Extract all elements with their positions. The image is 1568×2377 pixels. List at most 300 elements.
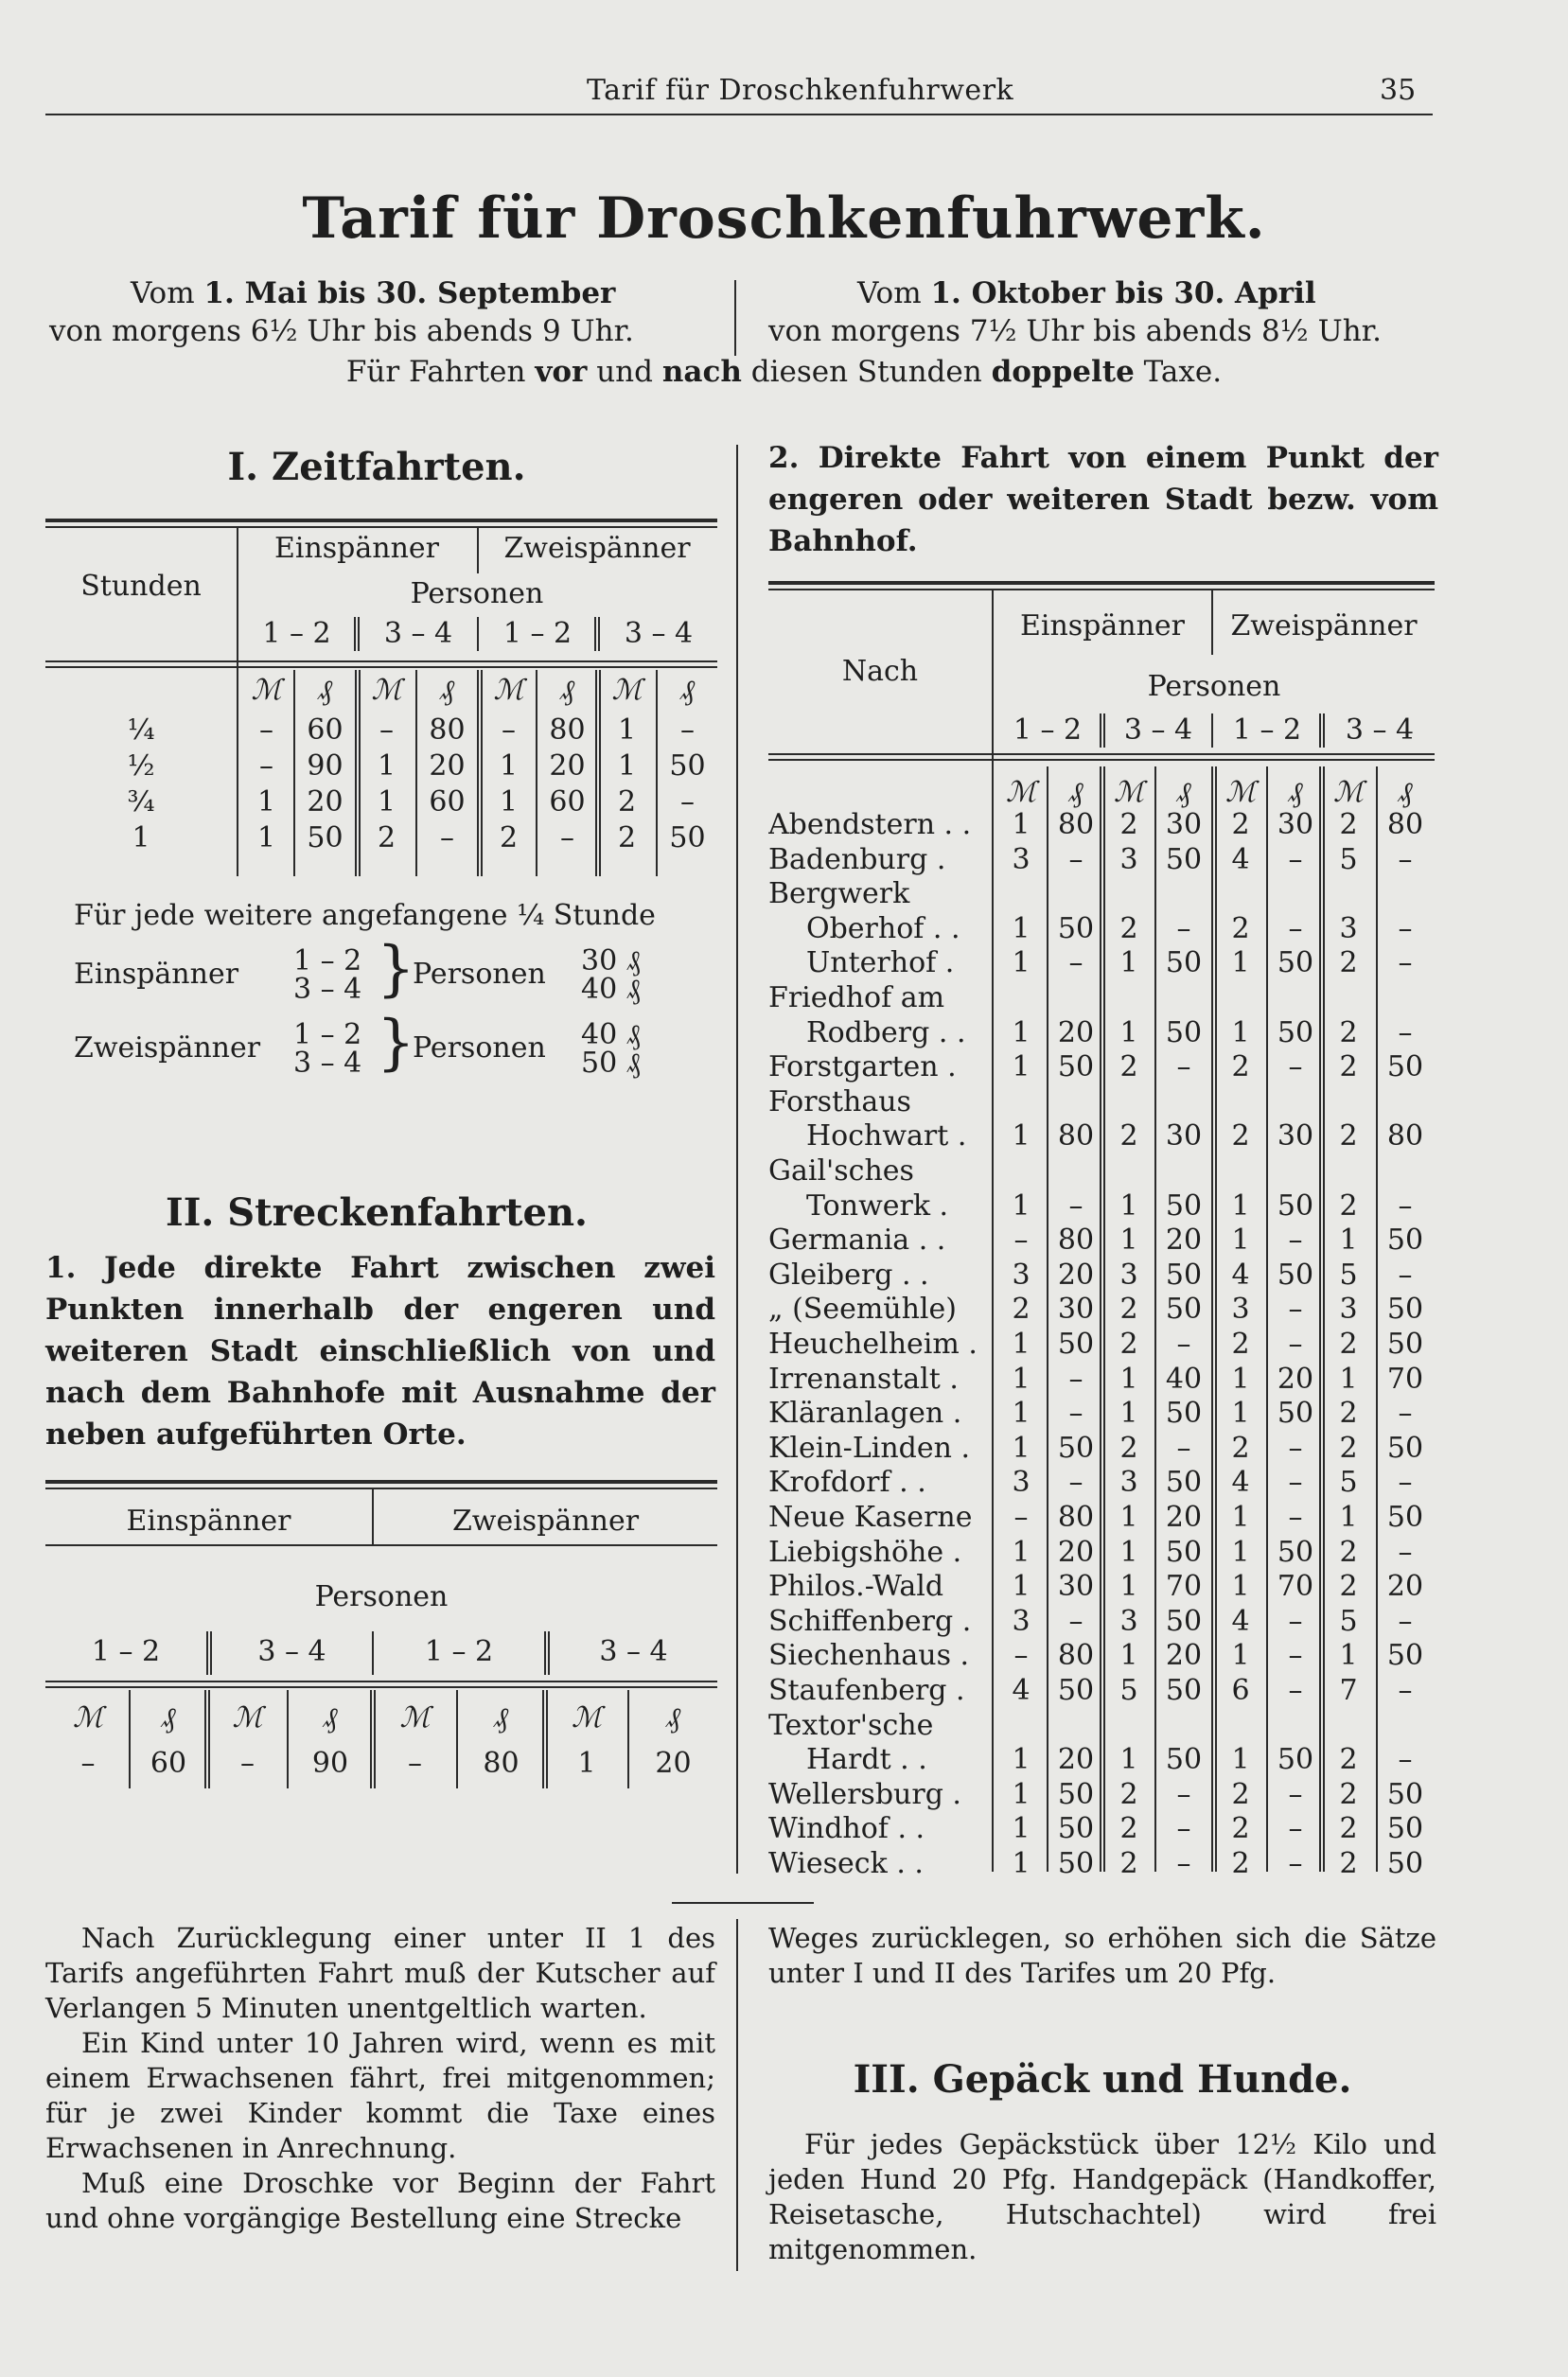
tariff-cell: – — [1176, 1847, 1191, 1880]
strecke-group: 3 – 4 — [257, 1635, 326, 1668]
children-paragraph: Ein Kind unter 10 Jahren wird, wenn es mit einem Erwachsenen fährt, frei mitgenommen; für je zwei Kinder kommt die Taxe eines Erwachsenen in Anrechnung. — [45, 2027, 715, 2164]
tariff-cell: 2 — [1339, 1188, 1358, 1223]
zeit-group: 3 – 4 — [383, 617, 453, 650]
tariff-cell: – — [1398, 1397, 1413, 1431]
unit-label: ₰ — [1068, 776, 1084, 809]
grid-line — [456, 1690, 458, 1788]
tariff-cell: 50 — [1386, 1293, 1424, 1327]
bottom-left-text — [45, 1921, 715, 2236]
grid-line — [287, 1690, 289, 1788]
tariff-cell: 2 — [499, 821, 519, 854]
tariff-cell: 1 — [1231, 1015, 1250, 1049]
destination-name: Staufenberg . — [768, 1674, 965, 1707]
tariff-cell: – — [1288, 1431, 1303, 1465]
tariff-cell: 30 — [1277, 808, 1314, 841]
tariff-cell: 2 — [1339, 1328, 1358, 1361]
tariff-cell: – — [1068, 946, 1084, 980]
tariff-cell: 50 — [1277, 1188, 1314, 1223]
tariff-cell: 1 — [1231, 1501, 1250, 1534]
tariff-cell: 2 — [1339, 808, 1358, 841]
unit-label: ℳ — [571, 1701, 603, 1734]
tariff-cell: 2 — [1339, 1397, 1358, 1431]
tariff-cell: 1 — [256, 821, 276, 854]
tariff-cell: 1 — [1012, 911, 1031, 945]
tariff-cell: 4 — [1012, 1674, 1031, 1707]
tariff-cell: 1 — [1012, 946, 1031, 980]
tariff-cell: 3 — [1339, 911, 1358, 945]
tariff-cell: 50 — [1277, 1743, 1314, 1777]
tariff-cell: 5 — [1339, 1466, 1358, 1500]
tariff-cell: 90 — [307, 749, 344, 783]
unbooked-paragraph: Muß eine Droschke vor Beginn der Fahrt und ohne vorgängige Bestellung eine Strecke — [45, 2167, 715, 2234]
bottom-right-text — [768, 1921, 1436, 1991]
extra-time-block — [45, 899, 717, 1107]
tariff-cell: 4 — [1231, 1466, 1250, 1500]
tariff-cell: 30 — [1057, 1570, 1095, 1604]
tariff-cell: 1 — [1012, 1743, 1031, 1777]
tariff-cell: 1 — [1339, 1501, 1358, 1534]
running-header — [0, 74, 1568, 112]
unit-label: ₰ — [494, 1701, 508, 1734]
tariff-cell: 80 — [1057, 1119, 1095, 1153]
zeit-group: 1 – 2 — [502, 617, 573, 650]
tariff-cell: 50 — [1165, 1293, 1203, 1327]
tariff-cell: 1 — [1119, 1639, 1138, 1673]
tariff-cell: – — [1068, 1466, 1084, 1500]
bottom-divider — [672, 1902, 814, 1904]
unit-label: ℳ — [72, 1701, 104, 1734]
duration-label: ¾ — [127, 785, 155, 819]
tariff-cell: – — [680, 713, 695, 747]
tariff-cell: 1 — [1012, 1119, 1031, 1153]
tariff-cell: 4 — [1231, 1604, 1250, 1638]
dest-group: 3 – 4 — [1123, 713, 1193, 747]
tariff-cell: 2 — [1119, 1777, 1138, 1811]
waiting-paragraph: Nach Zurücklegung einer unter II 1 des Tarifs angeführten Fahrt muß der Kutscher auf Verlangen 5 Minuten unentgeltlich warten. — [45, 1922, 715, 2024]
tariff-cell: – — [1013, 1224, 1029, 1258]
tariff-cell: 3 — [1119, 1604, 1138, 1638]
tariff-cell: 2 — [1339, 1015, 1358, 1049]
destination-name: Hochwart . — [806, 1119, 967, 1153]
extra-rate-2: 40 ₰ — [581, 973, 641, 1006]
duration-label: 1 — [132, 821, 150, 854]
destination-name: Irrenanstalt . — [768, 1362, 959, 1396]
tariff-cell: – — [1288, 1050, 1303, 1084]
tariff-cell: 3 — [1119, 1466, 1138, 1500]
tariff-cell: 50 — [1165, 1466, 1203, 1500]
tariff-cell: 1 — [1119, 1015, 1138, 1049]
duration-label: ½ — [127, 749, 155, 783]
unit-label: ℳ — [399, 1701, 431, 1734]
tariff-cell: 60 — [307, 713, 344, 747]
tariff-cell: 50 — [1057, 1847, 1095, 1880]
tariff-cell: 20 — [1165, 1501, 1203, 1534]
unit-label: ₰ — [680, 674, 695, 707]
unit-label: ₰ — [323, 1701, 338, 1734]
season-divider — [734, 280, 736, 356]
tariff-cell: – — [1068, 1604, 1084, 1638]
tariff-cell: 3 — [1231, 1293, 1250, 1327]
tariff-cell: – — [1176, 1328, 1191, 1361]
tariff-cell: – — [1398, 1466, 1413, 1500]
tariff-cell: 50 — [1165, 1015, 1203, 1049]
tariff-cell: 3 — [1012, 842, 1031, 876]
unit-label: ₰ — [440, 674, 454, 707]
tariff-cell: – — [1398, 1743, 1413, 1777]
tariff-cell: 1 — [1119, 1570, 1138, 1604]
tariff-cell: 1 — [377, 785, 396, 819]
tariff-cell: 2 — [1119, 1328, 1138, 1361]
destination-name: Neue Kaserne — [768, 1501, 973, 1534]
tariff-cell: 2 — [1119, 911, 1138, 945]
tariff-cell: 1 — [1119, 1535, 1138, 1569]
tariff-cell: – — [1068, 842, 1084, 876]
tariff-cell: 50 — [1277, 1015, 1314, 1049]
tariff-cell: 2 — [1339, 1431, 1358, 1465]
tariff-cell: – — [1288, 1604, 1303, 1638]
tariff-cell: 80 — [1386, 1119, 1424, 1153]
surcharge-paragraph: Weges zurücklegen, so erhöhen sich die Sätze unter I und II des Tarifes um 20 Pfg. — [768, 1922, 1436, 1989]
tariff-cell: 50 — [1057, 1328, 1095, 1361]
unit-label: ℳ — [493, 674, 524, 707]
tariff-cell: 80 — [429, 713, 466, 747]
column-divider — [736, 445, 738, 1874]
extra-personen: Personen — [413, 1031, 546, 1065]
tariff-cell: 1 — [1231, 1639, 1250, 1673]
tariff-cell: 1 — [377, 749, 396, 783]
tariff-cell: – — [1068, 1188, 1084, 1223]
tariff-cell: 2 — [1231, 1050, 1250, 1084]
destination-name: Gail'sches — [768, 1154, 914, 1188]
unit-label: ℳ — [611, 674, 643, 707]
tariff-cell: 1 — [1119, 1224, 1138, 1258]
tariff-cell: 2 — [1119, 1293, 1138, 1327]
tariff-cell: 1 — [1012, 1847, 1031, 1880]
tariff-cell: 2 — [1231, 1328, 1250, 1361]
zeit-table — [45, 519, 717, 878]
grid-line — [370, 1690, 376, 1788]
tariff-cell: 3 — [1012, 1466, 1031, 1500]
destination-name: Wieseck . . — [768, 1847, 924, 1880]
zeit-col-zweispaenner: Zweispänner — [503, 532, 691, 565]
tariff-cell: 70 — [1386, 1362, 1424, 1396]
destination-name: Krofdorf . . — [768, 1466, 926, 1500]
destination-name: Textor'sche — [768, 1708, 934, 1742]
tariff-cell: 2 — [1231, 1119, 1250, 1153]
tariff-cell: 60 — [429, 785, 466, 819]
destination-name: Klein-Linden . — [768, 1431, 971, 1465]
destination-name: Wellersburg . — [768, 1777, 961, 1811]
strecke-col-zweispaenner: Zweispänner — [451, 1505, 640, 1538]
section-1-heading: I. Zeitfahrten. — [227, 445, 526, 489]
tariff-cell: 1 — [1231, 1743, 1250, 1777]
tariff-cell: 1 — [1231, 1535, 1250, 1569]
section-2-sub-1: 1. Jede direkte Fahrt zwischen zwei Punkten innerhalb der engeren und weiteren Stadt einschließlich von und nach dem Bahnhofe mit Ausnahme der neben aufgeführten Orte. — [45, 1251, 715, 1452]
destination-name: Siechenhaus . — [768, 1639, 970, 1673]
tariff-cell: 2 — [1119, 1119, 1138, 1153]
tariff-cell: – — [680, 785, 695, 819]
tariff-cell: 1 — [1119, 1501, 1138, 1534]
destination-name: Friedhof am — [768, 981, 945, 1014]
tariff-cell: 2 — [1339, 1119, 1358, 1153]
tariff-cell: 2 — [1339, 1743, 1358, 1777]
tariff-cell: 30 — [1277, 1119, 1314, 1153]
unit-label: ℳ — [1113, 776, 1145, 809]
tariff-cell: 1 — [1231, 1188, 1250, 1223]
zeit-col-einspaenner: Einspänner — [273, 532, 440, 565]
tariff-cell: 50 — [1057, 1674, 1095, 1707]
tariff-cell: 1 — [1231, 946, 1250, 980]
tariff-cell: 50 — [1057, 1777, 1095, 1811]
destination-name: Liebigshöhe . — [768, 1535, 962, 1569]
tariff-cell: 4 — [1231, 1258, 1250, 1292]
tariff-cell: 2 — [1231, 911, 1250, 945]
tariff-cell: 2 — [1231, 808, 1250, 841]
tariff-cell: 1 — [1012, 1535, 1031, 1569]
tariff-cell: 30 — [1165, 808, 1203, 841]
tariff-cell: 5 — [1339, 1604, 1358, 1638]
tariff-cell: 50 — [1386, 1847, 1424, 1880]
duration-label: ¼ — [127, 713, 155, 747]
tariff-cell: 1 — [1012, 1362, 1031, 1396]
dest-col-einspaenner: Einspänner — [1019, 609, 1186, 643]
tariff-cell: 1 — [1119, 1188, 1138, 1223]
tariff-cell: 1 — [577, 1747, 596, 1780]
season-winter-hours: von morgens 7½ Uhr bis abends 8½ Uhr. — [768, 314, 1382, 348]
tariff-cell: 1 — [1339, 1224, 1358, 1258]
tariff-cell: – — [1398, 1535, 1413, 1569]
tariff-cell: 1 — [1119, 1362, 1138, 1396]
tariff-cell: – — [1398, 946, 1413, 980]
tariff-cell: – — [1068, 1397, 1084, 1431]
tariff-cell: 70 — [1277, 1570, 1314, 1604]
destination-table — [768, 581, 1435, 1880]
tariff-cell: 50 — [307, 821, 344, 854]
tariff-cell: – — [1288, 1466, 1303, 1500]
tariff-cell: – — [1288, 1639, 1303, 1673]
tariff-cell: – — [502, 713, 516, 747]
season-summer: Vom 1. Mai bis 30. September — [131, 276, 616, 310]
unit-label: ℳ — [232, 1701, 263, 1734]
tariff-cell: 1 — [617, 713, 637, 747]
tariff-cell: 50 — [1386, 1224, 1424, 1258]
tariff-cell: 80 — [1057, 808, 1095, 841]
tariff-cell: 50 — [1165, 1535, 1203, 1569]
tariff-cell: 1 — [1231, 1570, 1250, 1604]
tariff-cell: 50 — [1165, 946, 1203, 980]
tariff-cell: 2 — [617, 785, 637, 819]
tariff-cell: 3 — [1012, 1604, 1031, 1638]
brace-icon: } — [377, 1008, 415, 1078]
tariff-cell: 80 — [1057, 1639, 1095, 1673]
tariff-cell: 1 — [1012, 1397, 1031, 1431]
tariff-cell: 20 — [655, 1747, 692, 1780]
destination-name: Unterhof . — [806, 946, 955, 980]
tariff-cell: 1 — [1119, 946, 1138, 980]
tariff-cell: – — [1288, 1501, 1303, 1534]
tariff-cell: 50 — [1386, 1501, 1424, 1534]
tariff-cell: 1 — [1012, 1328, 1031, 1361]
tariff-cell: – — [1176, 911, 1191, 945]
tariff-cell: 20 — [1386, 1570, 1424, 1604]
section-2-sub-2: 2. Direkte Fahrt von einem Punkt der engeren oder weiteren Stadt bezw. vom Bahnhof. — [768, 441, 1438, 558]
dest-col-zweispaenner: Zweispänner — [1230, 609, 1418, 643]
tariff-cell: 2 — [1012, 1293, 1031, 1327]
tariff-cell: 1 — [1231, 1224, 1250, 1258]
tariff-cell: 1 — [1012, 1777, 1031, 1811]
strecke-col-personen: Personen — [314, 1580, 449, 1613]
tariff-cell: 70 — [1165, 1570, 1203, 1604]
tariff-cell: 1 — [1012, 1050, 1031, 1084]
luggage-paragraph: Für jedes Gepäckstück über 12½ Kilo und jeden Hund 20 Pfg. Handgepäck (Handkoffer, Reisetasche, Hutschachtel) wird frei mitgenommen. — [768, 2128, 1436, 2265]
tariff-cell: 30 — [1165, 1119, 1203, 1153]
page-title: Tarif für Droschkenfuhrwerk. — [302, 185, 1266, 252]
dest-col-nach: Nach — [841, 655, 919, 688]
tariff-cell: – — [1288, 1224, 1303, 1258]
tariff-cell: 1 — [1012, 1570, 1031, 1604]
extra-rate-1: 30 ₰ — [581, 944, 641, 977]
extra-persons-2: 3 – 4 — [293, 973, 362, 1006]
tariff-cell: 1 — [1012, 808, 1031, 841]
tariff-cell: 50 — [1165, 1743, 1203, 1777]
brace-icon: } — [377, 934, 415, 1004]
strecke-table — [45, 1480, 717, 1792]
tariff-cell: 50 — [1386, 1777, 1424, 1811]
tariff-cell: 2 — [1339, 1812, 1358, 1846]
tariff-cell: 50 — [1386, 1639, 1424, 1673]
tariff-cell: 90 — [311, 1747, 349, 1780]
tariff-cell: 2 — [1339, 1847, 1358, 1880]
destination-name: Bergwerk — [768, 877, 910, 911]
tariff-cell: – — [1176, 1050, 1191, 1084]
tariff-cell: – — [379, 713, 394, 747]
tariff-cell: – — [1176, 1431, 1191, 1465]
zeit-group: 3 – 4 — [624, 617, 694, 650]
tariff-cell: – — [1398, 842, 1413, 876]
tariff-cell: – — [1288, 842, 1303, 876]
tariff-cell: – — [560, 821, 574, 854]
tariff-cell: 80 — [549, 713, 586, 747]
unit-label: ℳ — [1005, 776, 1037, 809]
tariff-cell: – — [1288, 1777, 1303, 1811]
tariff-cell: – — [1398, 1258, 1413, 1292]
tariff-cell: – — [1398, 911, 1413, 945]
tariff-cell: 2 — [1231, 1431, 1250, 1465]
extra-rate-2: 50 ₰ — [581, 1047, 641, 1080]
tariff-cell: – — [1398, 1674, 1413, 1707]
tariff-cell: 50 — [1277, 1397, 1314, 1431]
tariff-cell: 50 — [1165, 1604, 1203, 1638]
tariff-cell: – — [440, 821, 454, 854]
dest-group: 3 – 4 — [1345, 713, 1415, 747]
tariff-cell: 60 — [549, 785, 586, 819]
tariff-cell: 80 — [1057, 1224, 1095, 1258]
tariff-cell: – — [1288, 1812, 1303, 1846]
tariff-cell: 6 — [1231, 1674, 1250, 1707]
night-rate-note: Für Fahrten vor und nach diesen Stunden doppelte Taxe. — [345, 355, 1223, 389]
tariff-cell: 1 — [1339, 1639, 1358, 1673]
extra-persons-1: 1 – 2 — [293, 944, 362, 977]
tariff-cell: 20 — [1057, 1015, 1095, 1049]
tariff-cell: 60 — [150, 1747, 187, 1780]
tariff-cell: – — [1398, 1604, 1413, 1638]
tariff-cell: 50 — [1165, 1258, 1203, 1292]
tariff-cell: – — [1013, 1639, 1029, 1673]
tariff-cell: 3 — [1119, 842, 1138, 876]
tariff-cell: 4 — [1231, 842, 1250, 876]
tariff-cell: 3 — [1012, 1258, 1031, 1292]
tariff-cell: 2 — [617, 821, 637, 854]
tariff-cell: 2 — [1339, 1570, 1358, 1604]
extra-label: Zweispänner — [74, 1031, 261, 1065]
zeit-group: 1 – 2 — [262, 617, 331, 650]
tariff-cell: – — [259, 749, 273, 783]
tariff-cell: 2 — [1231, 1812, 1250, 1846]
extra-label: Einspänner — [74, 958, 239, 991]
destination-name: Rodberg . . — [806, 1015, 966, 1049]
tariff-cell: 5 — [1339, 1258, 1358, 1292]
tariff-cell: – — [259, 713, 273, 747]
tariff-cell: 20 — [307, 785, 344, 819]
tariff-cell: – — [1288, 1674, 1303, 1707]
bottom-column-divider — [736, 1919, 738, 2271]
tariff-cell: 20 — [1165, 1639, 1203, 1673]
unit-label: ℳ — [371, 674, 402, 707]
tariff-cell: 1 — [1012, 1188, 1031, 1223]
tariff-cell: – — [1068, 1362, 1084, 1396]
tariff-cell: 7 — [1339, 1674, 1358, 1707]
zeit-col-personen: Personen — [410, 577, 544, 610]
tariff-cell: – — [1288, 1847, 1303, 1880]
dest-group: 1 – 2 — [1013, 713, 1083, 747]
tariff-cell: – — [1288, 1293, 1303, 1327]
tariff-cell: 20 — [1165, 1224, 1203, 1258]
tariff-cell: 1 — [256, 785, 276, 819]
tariff-cell: 2 — [1231, 1777, 1250, 1811]
strecke-group: 1 – 2 — [424, 1635, 494, 1668]
tariff-cell: 20 — [1057, 1743, 1095, 1777]
unit-label: ℳ — [251, 674, 282, 707]
unit-label: ₰ — [1288, 776, 1303, 809]
tariff-cell: 1 — [1012, 1431, 1031, 1465]
destination-name: Tonwerk . — [806, 1188, 949, 1223]
tariff-cell: 30 — [1057, 1293, 1095, 1327]
section-3-heading: III. Gepäck und Hunde. — [853, 2057, 1352, 2102]
tariff-cell: 2 — [1339, 1777, 1358, 1811]
dest-group: 1 – 2 — [1232, 713, 1302, 747]
extra-rate-1: 40 ₰ — [581, 1018, 641, 1051]
tariff-cell: 80 — [483, 1747, 520, 1780]
strecke-group: 3 – 4 — [599, 1635, 668, 1668]
tariff-cell: 2 — [1119, 1812, 1138, 1846]
tariff-cell: 20 — [1057, 1535, 1095, 1569]
destination-name: Abendstern . . — [768, 808, 972, 841]
tariff-cell: – — [1288, 911, 1303, 945]
tariff-cell: – — [240, 1747, 255, 1780]
tariff-cell: 20 — [1057, 1258, 1095, 1292]
tariff-cell: 2 — [1231, 1847, 1250, 1880]
destination-name: Forsthaus — [768, 1084, 911, 1118]
tariff-cell: 20 — [549, 749, 586, 783]
tariff-cell: 50 — [1165, 1397, 1203, 1431]
tariff-cell: 2 — [1119, 808, 1138, 841]
tariff-cell: 2 — [1339, 1535, 1358, 1569]
page-number: 35 — [1380, 74, 1417, 107]
tariff-cell: – — [1013, 1501, 1029, 1534]
extra-persons-1: 1 – 2 — [293, 1018, 362, 1051]
tariff-cell: 1 — [1339, 1362, 1358, 1396]
unit-label: ℳ — [1332, 776, 1365, 809]
